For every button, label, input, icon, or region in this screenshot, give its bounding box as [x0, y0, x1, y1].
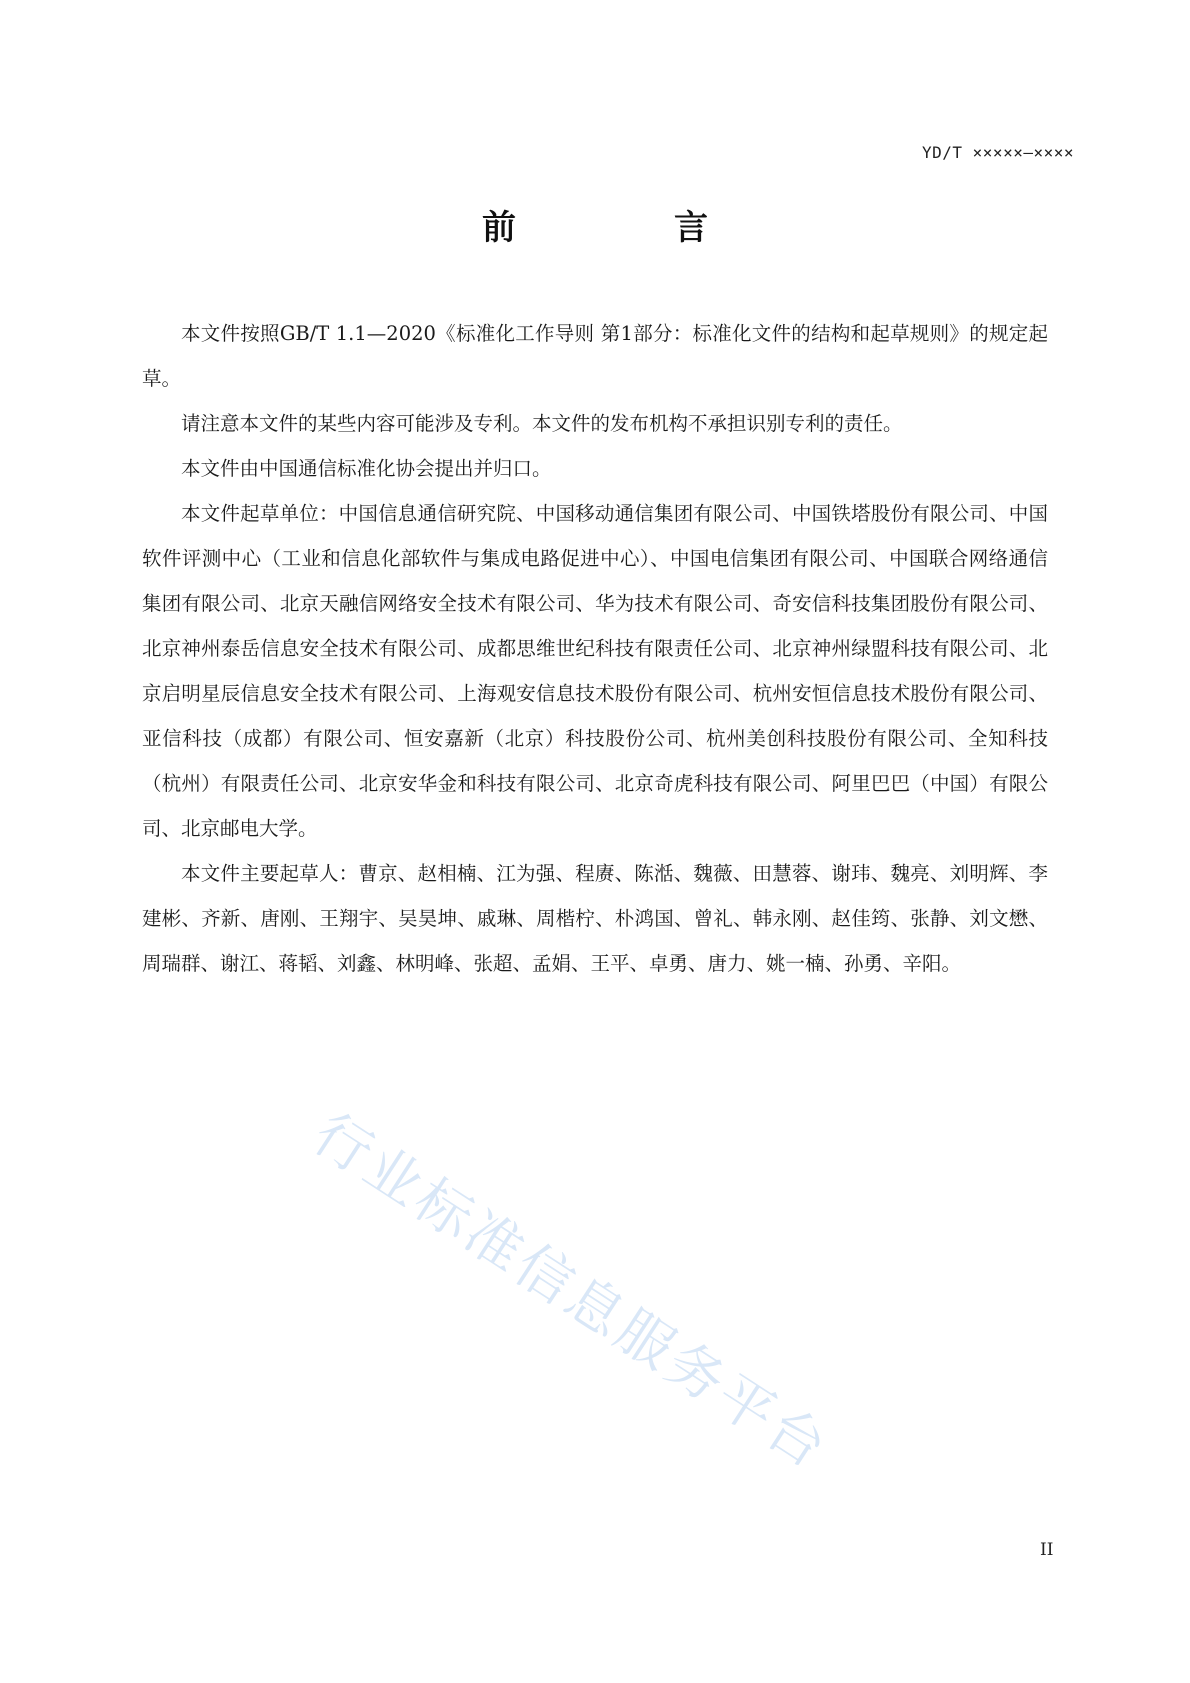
paragraph-proposer: 本文件由中国通信标准化协会提出并归口。 [181, 457, 552, 480]
paragraph-patent-notice: 请注意本文件的某些内容可能涉及专利。本文件的发布机构不承担识别专利的责任。 [181, 412, 903, 435]
paragraph-drafting-rules: 本文件按照GB/T 1.1—2020《标准化工作导则 第1部分：标准化文件的结构和起草规则》的规定起草。 [142, 322, 1048, 390]
page-number: II [1040, 1540, 1054, 1560]
paragraph-drafting-units: 本文件起草单位：中国信息通信研究院、中国移动通信集团有限公司、中国铁塔股份有限公司、中国软件评测中心（工业和信息化部软件与集成电路促进中心）、中国电信集团有限公司、中国联合网络通信集团有限公司、北京天融信网络安全技术有限公司、华为技术有限公司、奇安信科技集团股份有限公司、北京神州泰岳信息安全技术有限公司、成都思维世纪科技有限责任公司、北京神州绿盟科技有限公司、北京启明星辰信息安全技术有限公司、上海观安信息技术股份有限公司、杭州安恒信息技术股份有限公司、亚信科技（成都）有限公司、恒安嘉新（北京）科技股份公司、杭州美创科技股份有限公司、全知科技（杭州）有限责任公司、北京安华金和科技有限公司、北京奇虎科技有限公司、阿里巴巴（中国）有限公司、北京邮电大学。 [142, 502, 1048, 840]
watermark: 行业标准信息服务平台 [301, 1101, 841, 1483]
page-title: 前 言 [482, 208, 770, 248]
foreword-body [142, 311, 1048, 986]
standard-code: YD/T ×××××—×××× [922, 143, 1074, 162]
paragraph-drafters: 本文件主要起草人：曹京、赵相楠、江为强、程赓、陈湉、魏薇、田慧蓉、谢玮、魏亮、刘明辉、李建彬、齐新、唐刚、王翔宇、吴昊坤、戚琳、周楷柠、朴鸿国、曾礼、韩永刚、赵佳筠、张静、刘文懋、周瑞群、谢江、蒋韬、刘鑫、林明峰、张超、孟娟、王平、卓勇、唐力、姚一楠、孙勇、辛阳。 [142, 862, 1048, 975]
